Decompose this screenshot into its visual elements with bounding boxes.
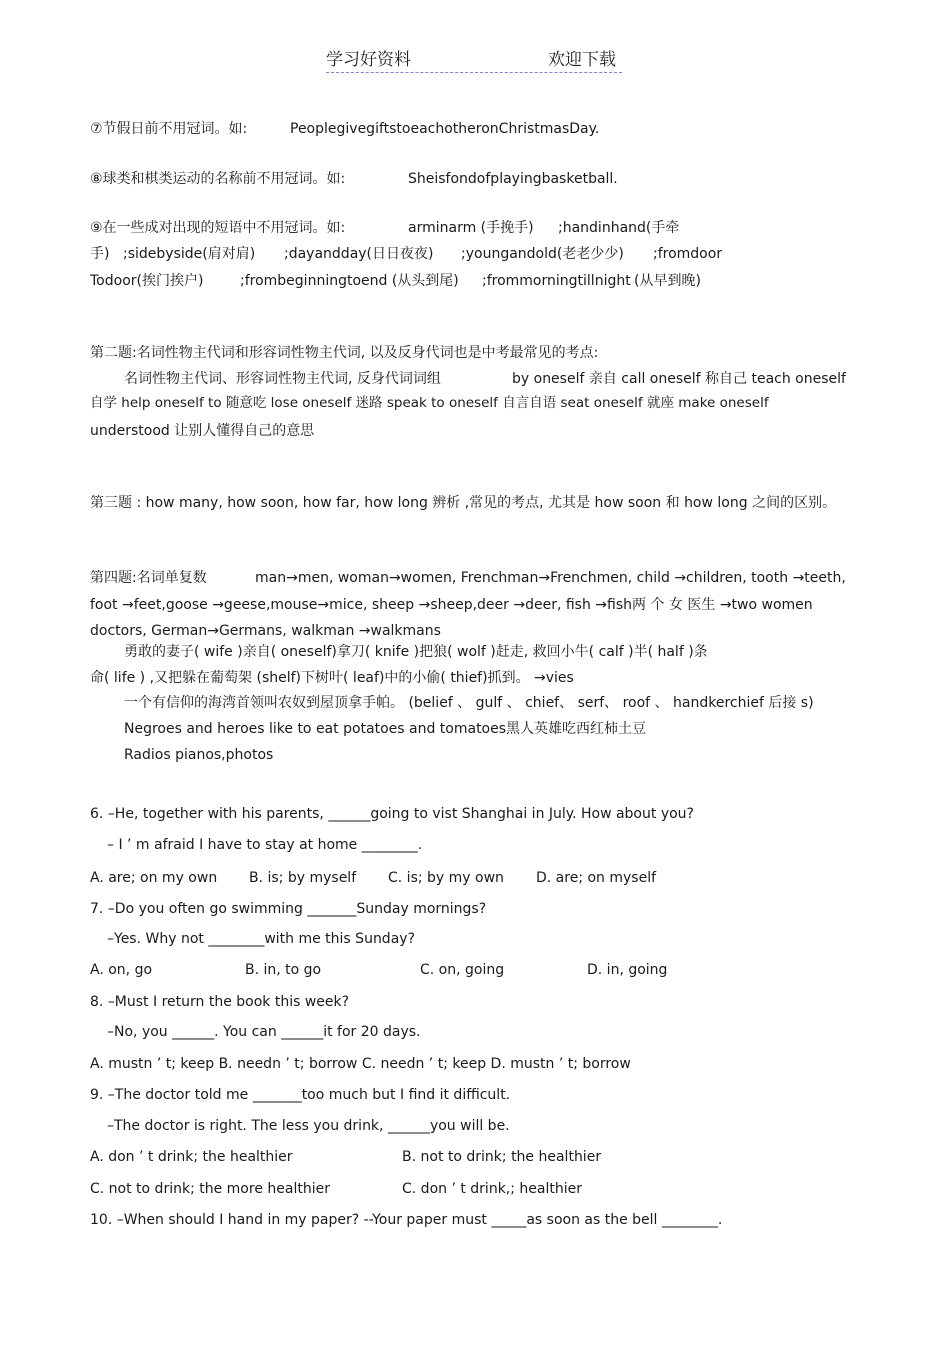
- section-4-examples: doctors, German→Germans, walkman →walkmans: [90, 623, 441, 639]
- rule-9-phrase: ;dayandday(日日夜夜): [284, 246, 434, 262]
- section-4-title: 第四题:名词单复数: [90, 570, 207, 586]
- rule-7-example: PeoplegivegiftstoeachotheronChristmasDay.: [290, 121, 600, 137]
- section-2-phrases: understood 让别人懂得自己的意思: [90, 423, 315, 439]
- question-9-option-c: C. not to drink; the more healthier: [90, 1181, 330, 1197]
- question-9-option-a: A. don ’ t drink; the healthier: [90, 1149, 293, 1165]
- question-7-option-a: A. on, go: [90, 962, 153, 978]
- rule-9-phrase: Todoor(挨门挨户): [90, 273, 204, 289]
- section-4-mnemonic: Radios pianos,photos: [124, 747, 274, 763]
- question-8-options: A. mustn ’ t; keep B. needn ’ t; borrow C. needn ’ t; keep D. mustn ’ t; borrow: [90, 1056, 631, 1072]
- page-header: [326, 50, 622, 73]
- section-2-phrases: by oneself 亲自 call oneself 称自己 teach oneself: [512, 371, 846, 387]
- rule-9-phrase: 手): [90, 246, 110, 262]
- question-9-option-d: C. don ’ t drink,; healthier: [402, 1181, 582, 1197]
- question-6: 6. –He, together with his parents, ______going to vist Shanghai in July. How about you?: [90, 806, 694, 822]
- rule-9-phrase: (从早到晚): [634, 273, 701, 289]
- section-2-title: 第二题:名词性物主代词和形容词性物主代词, 以及反身代词也是中考最常见的考点:: [90, 345, 599, 361]
- section-4-mnemonic: 勇敢的妻子( wife )亲自( oneself)拿刀( knife )把狼( wolf )赶走, 救回小牛( calf )半( half )条: [124, 644, 708, 660]
- question-7-option-b: B. in, to go: [245, 962, 322, 978]
- section-4-mnemonic: 命( life ) ,又把躲在葡萄架 (shelf)下树叶( leaf)中的小偷( thief)抓到。 →vies: [90, 670, 574, 686]
- section-2-phrases: 自学 help oneself to 随意吃 lose oneself 迷路 speak to oneself 自言自语 seat oneself 就座 make oneself: [90, 395, 769, 411]
- rule-9-phrase: ;handinhand(手牵: [558, 220, 680, 236]
- question-9: 9. –The doctor told me _______too much but I find it difficult.: [90, 1087, 511, 1103]
- question-8-reply: –No, you ______. You can ______it for 20 days.: [107, 1024, 421, 1040]
- question-10: 10. –When should I hand in my paper? --Your paper must _____as soon as the bell ________.: [90, 1212, 723, 1228]
- section-3-title: 第三题 : how many, how soon, how far, how long 辨析 ,常见的考点, 尤其是 how soon 和 how long 之间的区别。: [90, 495, 837, 511]
- section-4-examples: foot →feet,goose →geese,mouse→mice, sheep →sheep,deer →deer, fish →fish两 个 女 医生 →two women: [90, 597, 813, 613]
- question-8: 8. –Must I return the book this week?: [90, 994, 350, 1010]
- section-4-examples: man→men, woman→women, Frenchman→Frenchmen, child →children, tooth →teeth,: [255, 570, 846, 586]
- rule-9-phrase: ;sidebyside(肩对肩): [123, 246, 256, 262]
- question-6-option-d: D. are; on myself: [536, 870, 657, 886]
- question-9-reply: –The doctor is right. The less you drink, ______you will be.: [107, 1118, 510, 1134]
- rule-8-example: Sheisfondofplayingbasketball.: [408, 171, 618, 187]
- question-6-option-a: A. are; on my own: [90, 870, 218, 886]
- rule-8-text: ⑧球类和棋类运动的名称前不用冠词。如:: [90, 171, 346, 187]
- rule-9-phrase: arminarm (手挽手): [408, 220, 534, 236]
- question-7: 7. –Do you often go swimming _______Sunday mornings?: [90, 901, 487, 917]
- rule-9-phrase: ;frombeginningtoend (从头到尾): [240, 273, 459, 289]
- section-4-mnemonic: 一个有信仰的海湾首领叫农奴到屋顶拿手帕。 (belief 、 gulf 、 chief、 serf、 roof 、 handkerchief 后接 s): [124, 695, 814, 711]
- section-4-mnemonic: Negroes and heroes like to eat potatoes and tomatoes黑人英雄吃西红柿土豆: [124, 721, 647, 737]
- question-7-option-d: D. in, going: [587, 962, 668, 978]
- rule-9-phrase: ;youngandold(老老少少): [461, 246, 624, 262]
- rule-7-text: ⑦节假日前不用冠词。如:: [90, 121, 248, 137]
- header-right-text: 欢迎下载: [548, 50, 616, 70]
- question-7-reply: –Yes. Why not ________with me this Sunday?: [107, 931, 415, 947]
- section-2-text: 名词性物主代词、形容词性物主代词, 反身代词词组: [124, 371, 441, 387]
- question-7-option-c: C. on, going: [420, 962, 505, 978]
- question-9-option-b: B. not to drink; the healthier: [402, 1149, 602, 1165]
- rule-9-phrase: ;frommorningtillnight: [482, 273, 631, 289]
- question-6-option-b: B. is; by myself: [249, 870, 357, 886]
- header-left-text: 学习好资料: [326, 50, 411, 70]
- question-6-reply: – I ’ m afraid I have to stay at home ________.: [107, 837, 423, 853]
- rule-9-text: ⑨在一些成对出现的短语中不用冠词。如:: [90, 220, 346, 236]
- question-6-option-c: C. is; by my own: [388, 870, 504, 886]
- rule-9-phrase: ;fromdoor: [653, 246, 723, 262]
